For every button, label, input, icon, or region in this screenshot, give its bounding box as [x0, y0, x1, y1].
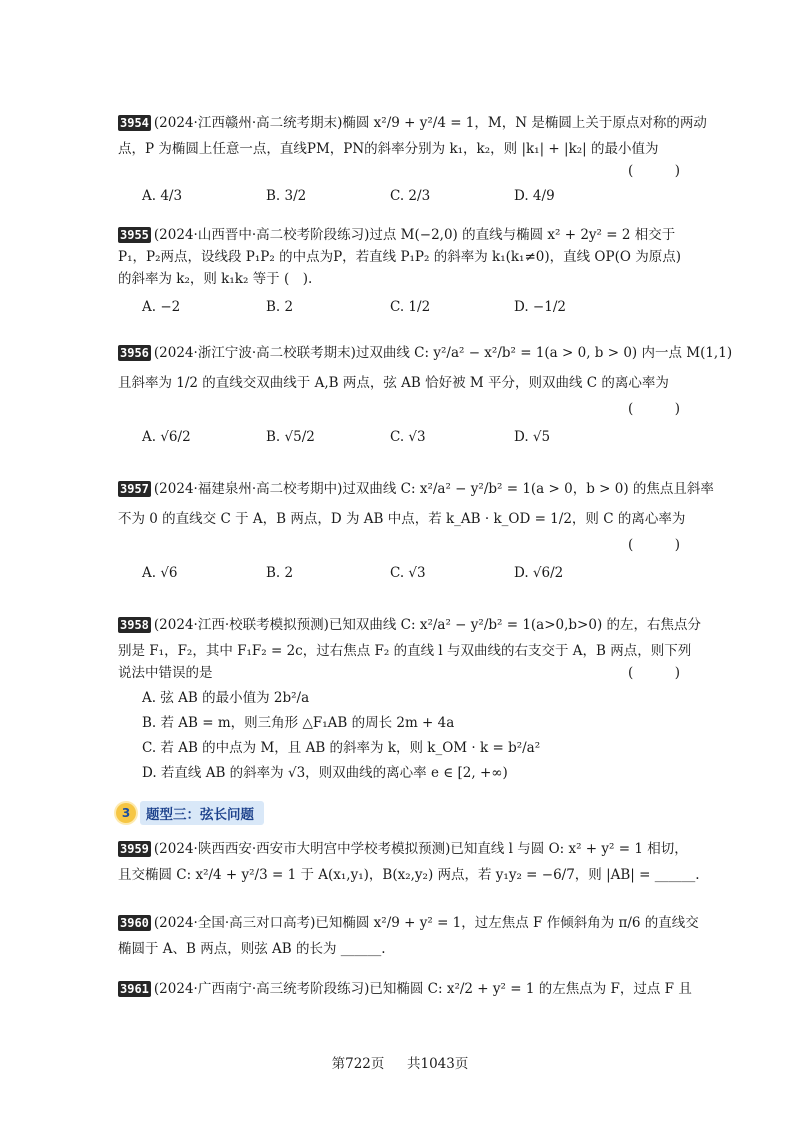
- problem-text: 过双曲线 C: x²/a² − y²/b² = 1(a > 0，b > 0) 的焦点且斜率: [342, 481, 714, 497]
- problem-number: 3960: [120, 916, 149, 930]
- choice-b: B. √5/2: [266, 429, 315, 445]
- problem-text: 已知椭圆 C: x²/2 + y² = 1 的左焦点为 F，过点 F 且: [369, 981, 692, 997]
- choice-list: [118, 290, 680, 324]
- choice-c: C. √3: [390, 565, 426, 581]
- problem-text: 且交椭圆 C: x²/4 + y²/3 = 1 于 A(x₁,y₁)，B(x₂,y₂) 两点，若 y₁y₂ = −6/7，则 |AB| = ______.: [118, 867, 700, 883]
- problem-text: 别是 F₁，F₂，其中 F₁F₂ = 2c，过右焦点 F₂ 的直线 l 与双曲线的右支交于 A，B 两点，则下列: [118, 643, 692, 659]
- page-total: 共1043页: [407, 1056, 469, 1072]
- problem-3959: [118, 838, 700, 890]
- problem-text: 已知双曲线 C: x²/a² − y²/b² = 1(a>0,b>0) 的左，右焦点分: [328, 617, 702, 633]
- choice-b: B. 2: [266, 299, 294, 315]
- option-b: B. 若 AB = m，则三角形 △F₁AB 的周长 2m + 4a: [142, 715, 455, 731]
- problem-text: 过双曲线 C: y²/a² − x²/b² = 1(a > 0, b > 0) 内一点 M(1,1): [355, 345, 733, 361]
- answer-paren: ( ): [628, 401, 680, 417]
- problem-text: 已知椭圆 x²/9 + y² = 1，过左焦点 F 作倾斜角为 π/6 的直线交: [315, 915, 699, 931]
- problem-text: 说法中错误的是: [118, 665, 213, 681]
- section-header: [116, 801, 264, 825]
- problem-number: 3954: [120, 116, 149, 130]
- problem-source: (2024·福建泉州·高二校考期中): [153, 481, 343, 497]
- problem-number: 3957: [120, 482, 149, 496]
- problem-source: (2024·山西晋中·高二校考阶段练习): [153, 227, 370, 243]
- problem-3954: [118, 108, 707, 210]
- problem-3957: [118, 474, 714, 590]
- problem-source: (2024·江西·校联考模拟预测): [153, 617, 329, 633]
- problem-number: 3961: [120, 982, 149, 996]
- answer-paren: ( ): [628, 665, 680, 681]
- problem-text: 不为 0 的直线交 C 于 A，B 两点，D 为 AB 中点，若 k_AB · k_OD = 1/2，则 C 的离心率为: [118, 511, 686, 527]
- section-title: 题型三：弦长问题: [140, 801, 264, 825]
- problem-text: 且斜率为 1/2 的直线交双曲线于 A,B 两点，弦 AB 恰好被 M 平分，则双曲线 C 的离心率为: [118, 375, 669, 391]
- problem-text: P₁，P₂两点，设线段 P₁P₂ 的中点为P，若直线 P₁P₂ 的斜率为 k₁(k₁≠0)，直线 OP(O 为原点): [118, 249, 681, 265]
- problem-text: 已知直线 l 与圆 O: x² + y² = 1 相切，: [450, 841, 688, 857]
- problem-number: 3955: [120, 228, 149, 242]
- answer-paren: ( ): [628, 163, 680, 179]
- problem-text: 椭圆于 A、B 两点，则弦 AB 的长为 ______.: [118, 941, 386, 957]
- answer-paren: ( ): [628, 537, 680, 553]
- problem-number: 3956: [120, 346, 149, 360]
- page-number: 第722页: [331, 1056, 385, 1072]
- choice-d: D. √6/2: [514, 565, 564, 581]
- problem-number: 3959: [120, 842, 149, 856]
- option-a: A. 弦 AB 的最小值为 2b²/a: [142, 690, 310, 706]
- choice-b: B. 3/2: [266, 188, 307, 204]
- choice-d: D. 4/9: [514, 188, 555, 204]
- choice-a: A. √6/2: [142, 429, 191, 445]
- choice-list: [118, 420, 680, 454]
- choice-c: C. √3: [390, 429, 426, 445]
- problem-3958: [118, 610, 702, 784]
- option-c: C. 若 AB 的中点为 M，且 AB 的斜率为 k，则 k_OM · k = b²/a²: [142, 740, 541, 756]
- problem-source: (2024·陕西西安·西安市大明宫中学校考模拟预测): [153, 841, 451, 857]
- choice-d: D. √5: [514, 429, 551, 445]
- problem-text: 的斜率为 k₂，则 k₁k₂ 等于 ( ).: [118, 271, 313, 287]
- choice-list: [118, 182, 680, 210]
- problem-source: (2024·江西赣州·高二统考期末): [153, 115, 343, 131]
- choice-d: D. −1/2: [514, 299, 566, 315]
- choice-list: [118, 556, 680, 590]
- choice-a: A. 4/3: [142, 188, 183, 204]
- problem-3960: [118, 908, 699, 960]
- section-number-badge: 3: [116, 803, 136, 823]
- problem-3961: [118, 974, 692, 1004]
- problem-number: 3958: [120, 618, 149, 632]
- choice-c: C. 1/2: [390, 299, 431, 315]
- option-d: D. 若直线 AB 的斜率为 √3，则双曲线的离心率 e ∈ [2, +∞): [142, 765, 508, 781]
- problem-source: (2024·广西南宁·高三统考阶段练习): [153, 981, 370, 997]
- choice-a: A. √6: [142, 565, 178, 581]
- problem-3956: [118, 338, 733, 454]
- choice-b: B. 2: [266, 565, 294, 581]
- problem-text: 过点 M(−2,0) 的直线与椭圆 x² + 2y² = 2 相交于: [369, 227, 676, 243]
- problem-text: 点，P 为椭圆上任意一点，直线PM，PN的斜率分别为 k₁，k₂，则 |k₁| + |k₂| 的最小值为: [118, 141, 659, 157]
- problem-text: 椭圆 x²/9 + y²/4 = 1，M，N 是椭圆上关于原点对称的两动: [342, 115, 707, 131]
- page-footer: [0, 1052, 800, 1072]
- problem-3955: [118, 224, 680, 324]
- problem-source: (2024·浙江宁波·高二校联考期末): [153, 345, 356, 361]
- problem-source: (2024·全国·高三对口高考): [153, 915, 316, 931]
- choice-a: A. −2: [142, 299, 181, 315]
- choice-c: C. 2/3: [390, 188, 431, 204]
